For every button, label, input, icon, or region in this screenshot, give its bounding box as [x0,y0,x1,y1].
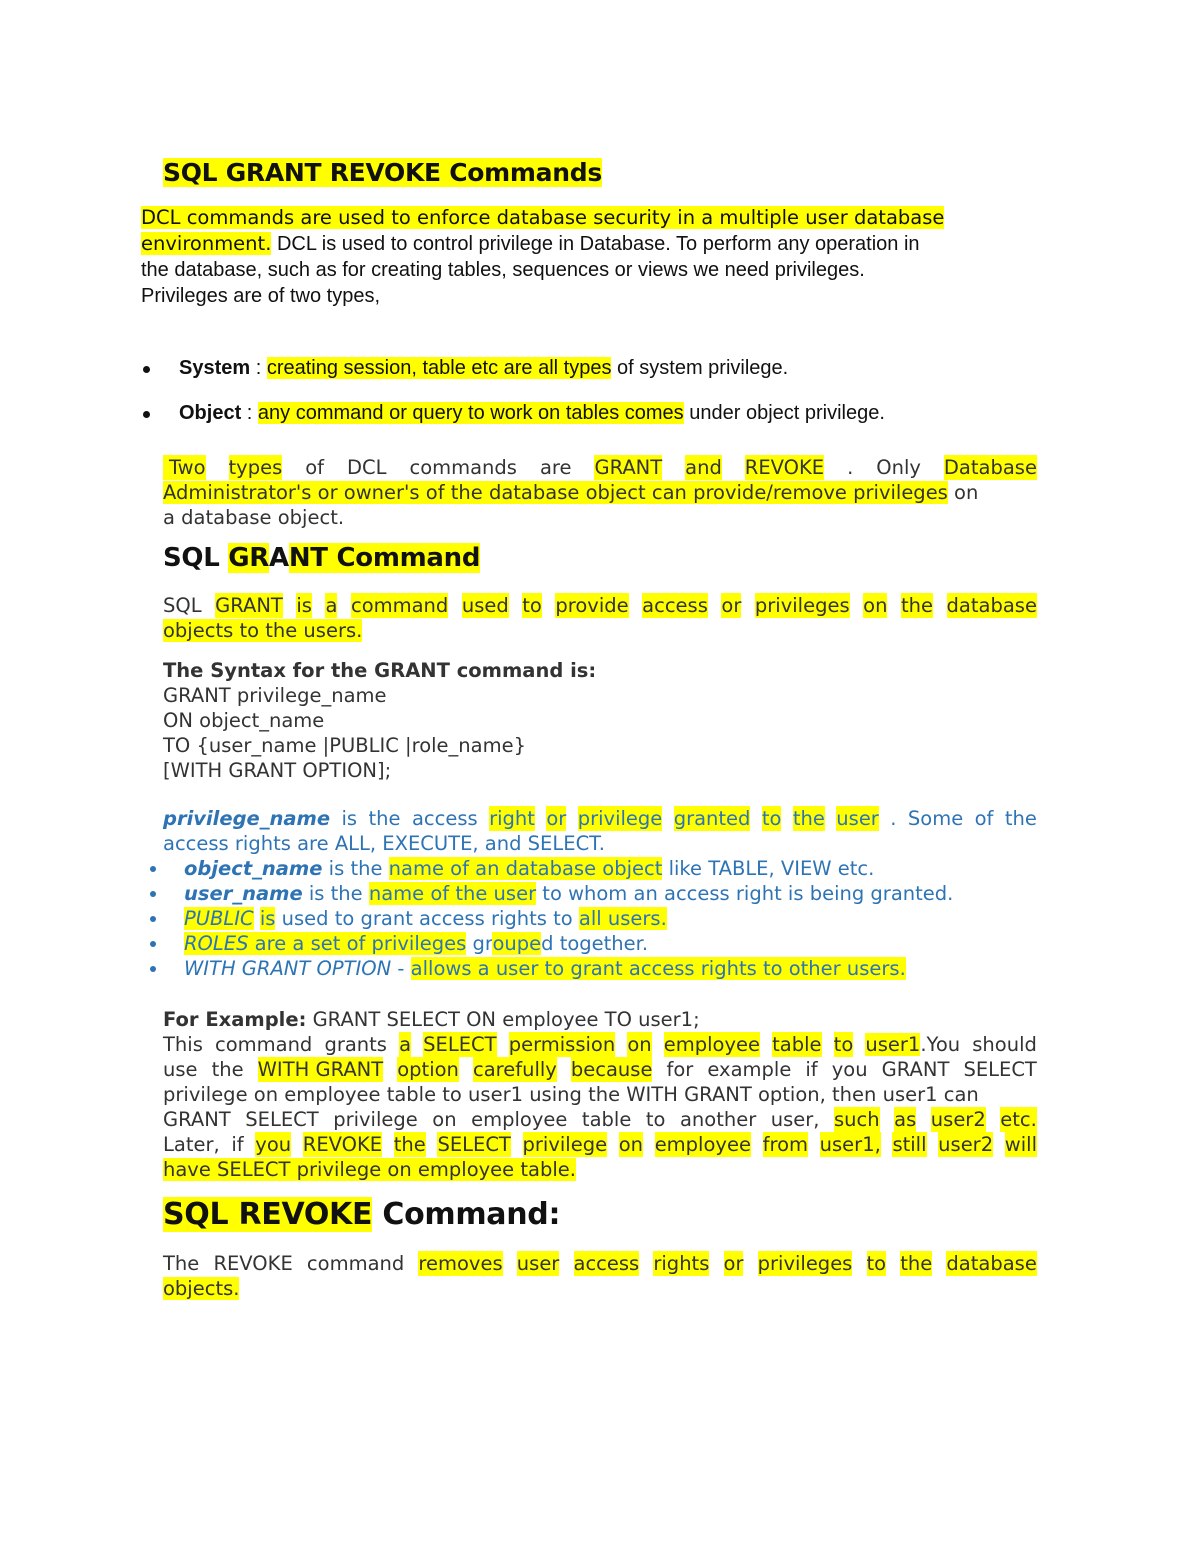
document-title [163,158,602,187]
revoke-heading: SQL REVOKE Command: [163,1197,561,1232]
revoke-desc-end: objects. [163,1277,240,1300]
title-text: SQL GRANT REVOKE Commands [163,158,602,187]
syntax-line: TO {user_name |PUBLIC |role_name} [163,734,527,757]
syntax-line: ON object_name [163,709,325,732]
intro-highlight-environment: environment. [141,232,272,255]
syntax-line: GRANT privilege_name [163,684,387,707]
example-code: GRANT SELECT ON employee TO user1; [306,1008,700,1031]
intro-text-control: DCL is used to control privilege in Database. To perform any operation in [271,233,920,255]
example-line: privilege on employee table to user1 using the WITH GRANT option, then user1 can [163,1083,979,1106]
bullet-icon [150,966,156,972]
bullet-icon [150,941,156,947]
bullet-icon [150,891,156,897]
bullet-icon [143,411,150,418]
intro-dcl-prefix: DCL commands are used to [141,206,417,229]
syntax-label: The Syntax for the GRANT command is: [163,659,597,682]
example-label: For Example: [163,1008,307,1031]
intro-text-line4: Privileges are of two types, [141,285,380,307]
grant-heading: SQL GRANT Command [163,543,481,573]
syntax-line: [WITH GRANT OPTION]; [163,759,392,782]
example-line: have SELECT privilege on employee table. [163,1158,576,1181]
bullet-icon [150,866,156,872]
bullet-icon [143,366,150,373]
bullet-icon [150,916,156,922]
intro-highlight-security: enforce database security in a multiple user database [416,206,945,229]
intro-text-line3: the database, such as for creating tables, sequences or views we need privileges. [141,259,865,281]
